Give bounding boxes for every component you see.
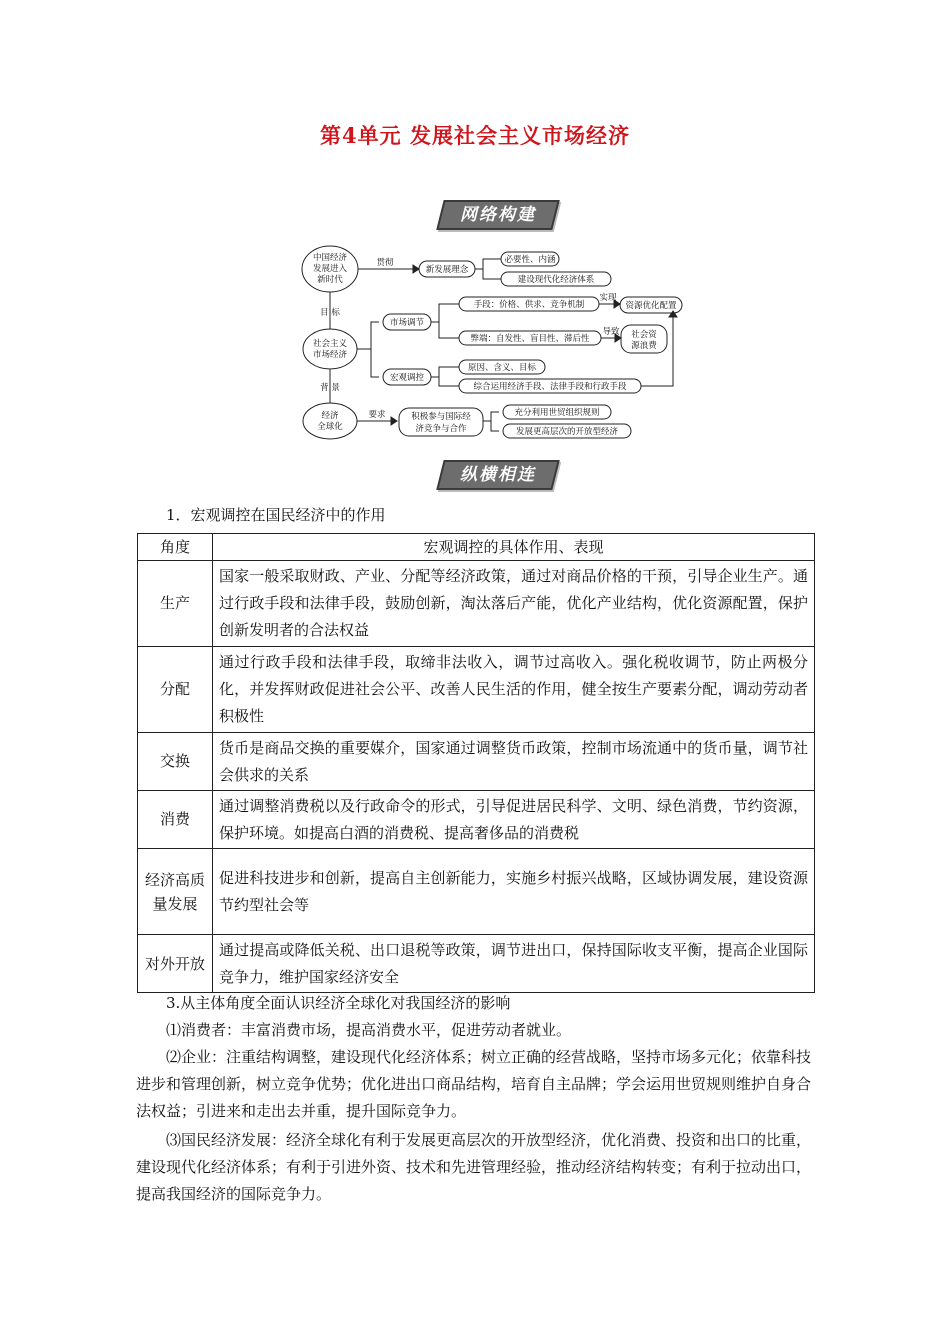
row-value: 通过调整消费税以及行政命令的形式，引导促进居民科学、文明、绿色消费，节约资源，保护环境。如提高白酒的消费税、提高奢侈品的消费税	[213, 791, 815, 849]
node-drawbacks: 弊端：自发性、盲目性、滞后性	[470, 334, 590, 344]
label-background: 背 景	[320, 383, 340, 393]
paragraph-consumer: ⑴消费者：丰富消费市场，提高消费水平，促进劳动者就业。	[166, 1021, 572, 1039]
node-join-line-1: 积极参与国际经	[411, 412, 471, 422]
row-key: 经济高质量发展	[138, 849, 213, 935]
row-value: 国家一般采取财政、产业、分配等经济政策，通过对商品价格的干预，引导企业生产。通过行政手段和法律手段，鼓励创新，淘汰落后产能，优化产业结构，优化资源配置，保护创新发明者的合法权益	[213, 561, 815, 647]
node-macro-control: 宏观调控	[389, 373, 425, 383]
label-realize: 实现	[599, 293, 617, 303]
header-angle: 角度	[138, 534, 213, 561]
header-effect: 宏观调控的具体作用、表现	[213, 534, 815, 561]
era-line-3: 新时代	[317, 275, 343, 285]
row-key: 分配	[138, 647, 213, 733]
label-lead-to: 导致	[602, 327, 620, 337]
table-row	[138, 935, 815, 993]
market-line-2: 市场经济	[312, 350, 348, 360]
label-target: 目 标	[320, 308, 340, 318]
global-line-2: 全球化	[317, 422, 343, 432]
era-line-2: 发展进入	[312, 264, 348, 274]
node-open-economy: 发展更高层次的开放型经济	[515, 427, 619, 437]
node-waste-line-1: 社会资	[631, 330, 657, 340]
row-value: 通过行政手段和法律手段，取缔非法收入，调节过高收入。强化税收调节，防止两极分化，并发挥财政促进社会公平、改善人民生活的作用，健全按生产要素分配，调动劳动者积极性	[213, 647, 815, 733]
page-title: 第4单元 发展社会主义市场经济	[320, 123, 630, 148]
market-line-1: 社会主义	[312, 339, 348, 349]
label-require: 要求	[368, 410, 386, 420]
node-reason: 原因、含义、目标	[467, 363, 537, 373]
table-row	[138, 791, 815, 849]
row-value: 货币是商品交换的重要媒介，国家通过调整货币政策，控制市场流通中的货币量，调节社会供求的关系	[213, 733, 815, 791]
label-guanche: 贯彻	[376, 258, 394, 268]
row-value: 促进科技进步和创新，提高自主创新能力，实施乡村振兴战略，区域协调发展，建设资源节约型社会等	[213, 849, 815, 935]
node-waste-line-2: 源浪费	[631, 341, 657, 351]
node-combined-means: 综合运用经济手段、法律手段和行政手段	[473, 382, 627, 392]
row-key: 交换	[138, 733, 213, 791]
table-header-row	[138, 534, 815, 561]
node-necessity: 必要性、内涵	[504, 255, 556, 265]
section-banner-links: 纵横相连	[440, 460, 556, 490]
node-resource-optimization: 资源优化配置	[625, 301, 677, 311]
node-new-development-idea: 新发展理念	[425, 265, 469, 275]
knowledge-network-diagram	[295, 245, 685, 445]
paragraph-national-economy: ⑶国民经济发展：经济全球化有利于发展更高层次的开放型经济，优化消费、投资和出口的比重，建设现代化经济体系；有利于引进外资、技术和先进管理经验，推动经济结构转变；有利于拉动出口，提高我国经济的国际竞争力。	[136, 1131, 812, 1203]
section-3-heading: 3.从主体角度全面认识经济全球化对我国经济的影响	[166, 994, 511, 1012]
global-line-1: 经济	[321, 411, 339, 421]
node-join-line-2: 济竞争与合作	[415, 424, 467, 434]
section-1-heading: 1．宏观调控在国民经济中的作用	[166, 506, 386, 524]
node-wto-rules: 充分利用世贸组织规则	[514, 408, 600, 418]
table-row	[138, 733, 815, 791]
row-key: 生产	[138, 561, 213, 647]
row-key: 对外开放	[138, 935, 213, 993]
row-value: 通过提高或降低关税、出口退税等政策，调节进出口，保持国际收支平衡，提高企业国际竞争力，维护国家经济安全	[213, 935, 815, 993]
table-row	[138, 561, 815, 647]
node-market-regulation: 市场调节	[389, 318, 425, 328]
paragraph-enterprise: ⑵企业：注重结构调整，建设现代化经济体系；树立正确的经营战略，坚持市场多元化；依靠科技进步和管理创新，树立竞争优势；优化进出口商品结构，培育自主品牌；学会运用世贸规则维护自身合法权益；引进来和走出去并重，提升国际竞争力。	[136, 1048, 812, 1120]
macro-control-table	[137, 533, 815, 993]
section-banner-network: 网络构建	[440, 200, 556, 230]
row-key: 消费	[138, 791, 213, 849]
node-means: 手段：价格、供求、竞争机制	[473, 300, 585, 310]
node-modern-economy-system: 建设现代化经济体系	[517, 275, 595, 285]
table-row	[138, 647, 815, 733]
era-line-1: 中国经济	[312, 253, 348, 263]
table-row	[138, 849, 815, 935]
